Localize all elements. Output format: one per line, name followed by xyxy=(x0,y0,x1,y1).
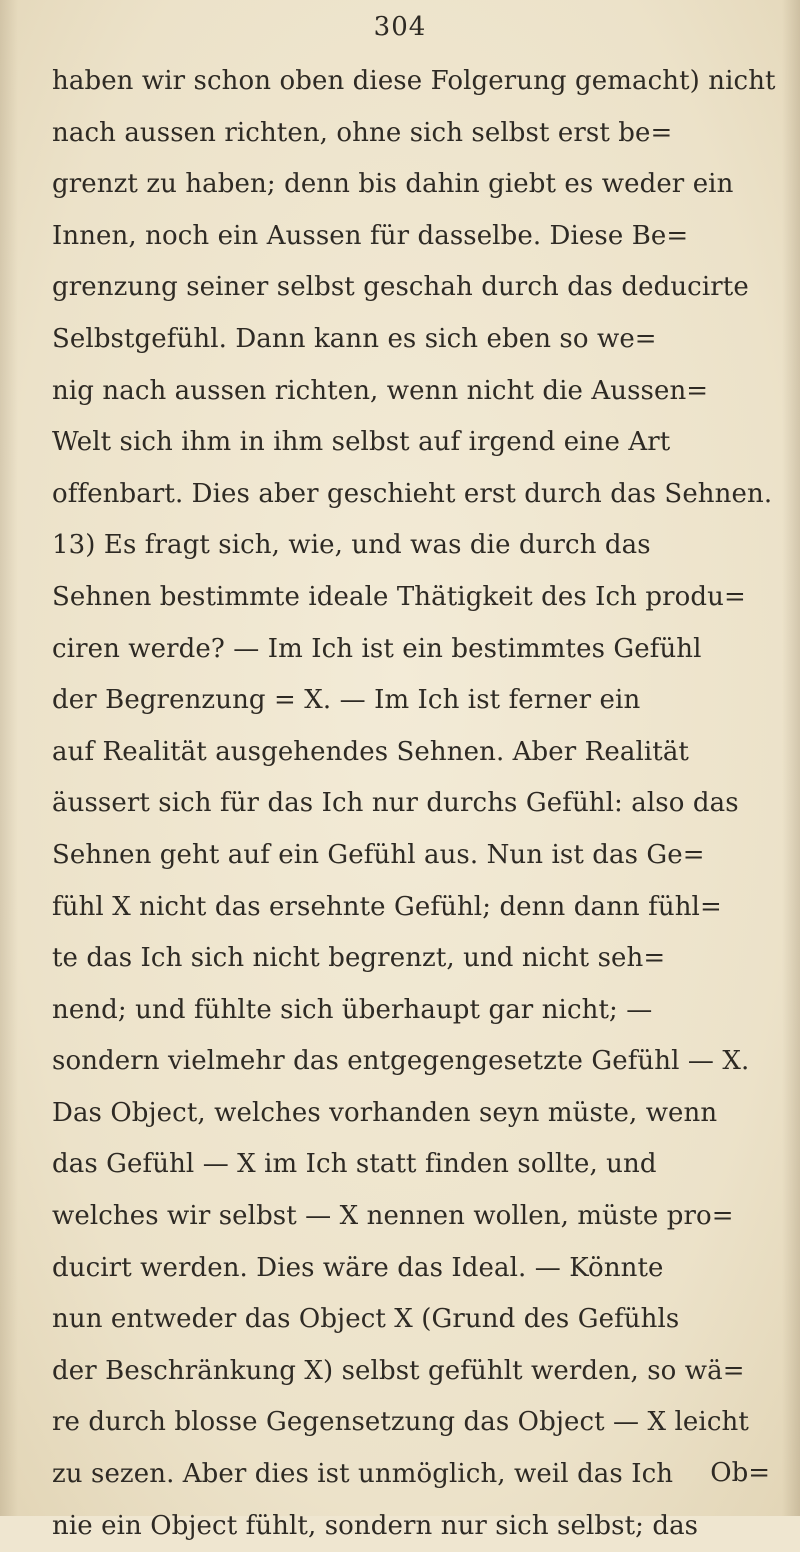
text-line: ducirt werden. Dies wäre das Ideal. — Könnte xyxy=(52,1252,664,1283)
text-line: welches wir selbst — X nennen wollen, müste pro= xyxy=(52,1201,734,1232)
catchword: Ob= xyxy=(710,1458,770,1488)
text-line: offenbart. Dies aber geschieht erst durch das Sehnen. xyxy=(52,478,773,509)
text-line: 13) Es fragt sich, wie, und was die durch das xyxy=(52,530,651,561)
text-line: auf Realität ausgehendes Sehnen. Aber Realität xyxy=(52,736,689,767)
text-line: haben wir schon oben diese Folgerung gemacht) nicht xyxy=(52,66,776,96)
text-line: äussert sich für das Ich nur durchs Gefühl: also das xyxy=(52,788,739,819)
text-line: nun entweder das Object X (Grund des Gefühls xyxy=(52,1304,680,1335)
text-line: Selbstgefühl. Dann kann es sich eben so we= xyxy=(52,323,657,354)
text-line: re durch blosse Gegensetzung das Object — X leicht xyxy=(52,1407,749,1438)
page-number: 304 xyxy=(373,12,427,42)
text-line: Innen, noch ein Aussen für dasselbe. Diese Be= xyxy=(52,220,689,251)
text-line: Welt sich ihm in ihm selbst auf irgend eine Art xyxy=(52,427,671,458)
text-line: das Gefühl — X im Ich statt finden sollte, und xyxy=(52,1149,657,1180)
body-text xyxy=(52,56,776,1552)
text-line: Das Object, welches vorhanden seyn müste, wenn xyxy=(52,1097,718,1128)
text-line: grenzung seiner selbst geschah durch das deducirte xyxy=(52,272,749,303)
text-line: zu sezen. Aber dies ist unmöglich, weil das Ich xyxy=(52,1459,674,1490)
page-edge-right xyxy=(782,0,800,1516)
page-edge-left xyxy=(0,0,18,1516)
text-line: Sehnen geht auf ein Gefühl aus. Nun ist das Ge= xyxy=(52,839,705,870)
text-line: te das Ich sich nicht begrenzt, und nicht seh= xyxy=(52,943,666,974)
text-line: nig nach aussen richten, wenn nicht die Aussen= xyxy=(52,375,709,406)
text-line: fühl X nicht das ersehnte Gefühl; denn dann fühl= xyxy=(52,891,722,922)
text-line: der Beschränkung X) selbst gefühlt werden, so wä= xyxy=(52,1355,745,1386)
text-line: grenzt zu haben; denn bis dahin giebt es weder ein xyxy=(52,169,734,200)
text-line: Sehnen bestimmte ideale Thätigkeit des Ich produ= xyxy=(52,581,746,612)
text-line: nach aussen richten, ohne sich selbst erst be= xyxy=(52,117,673,148)
text-line: der Begrenzung = X. — Im Ich ist ferner ein xyxy=(52,685,641,716)
text-line: nie ein Object fühlt, sondern nur sich selbst; das xyxy=(52,1510,699,1541)
text-line: sondern vielmehr das entgegengesetzte Gefühl — X. xyxy=(52,1046,750,1077)
text-line: nend; und fühlte sich überhaupt gar nicht; — xyxy=(52,994,653,1025)
text-line: ciren werde? — Im Ich ist ein bestimmtes Gefühl xyxy=(52,633,702,664)
